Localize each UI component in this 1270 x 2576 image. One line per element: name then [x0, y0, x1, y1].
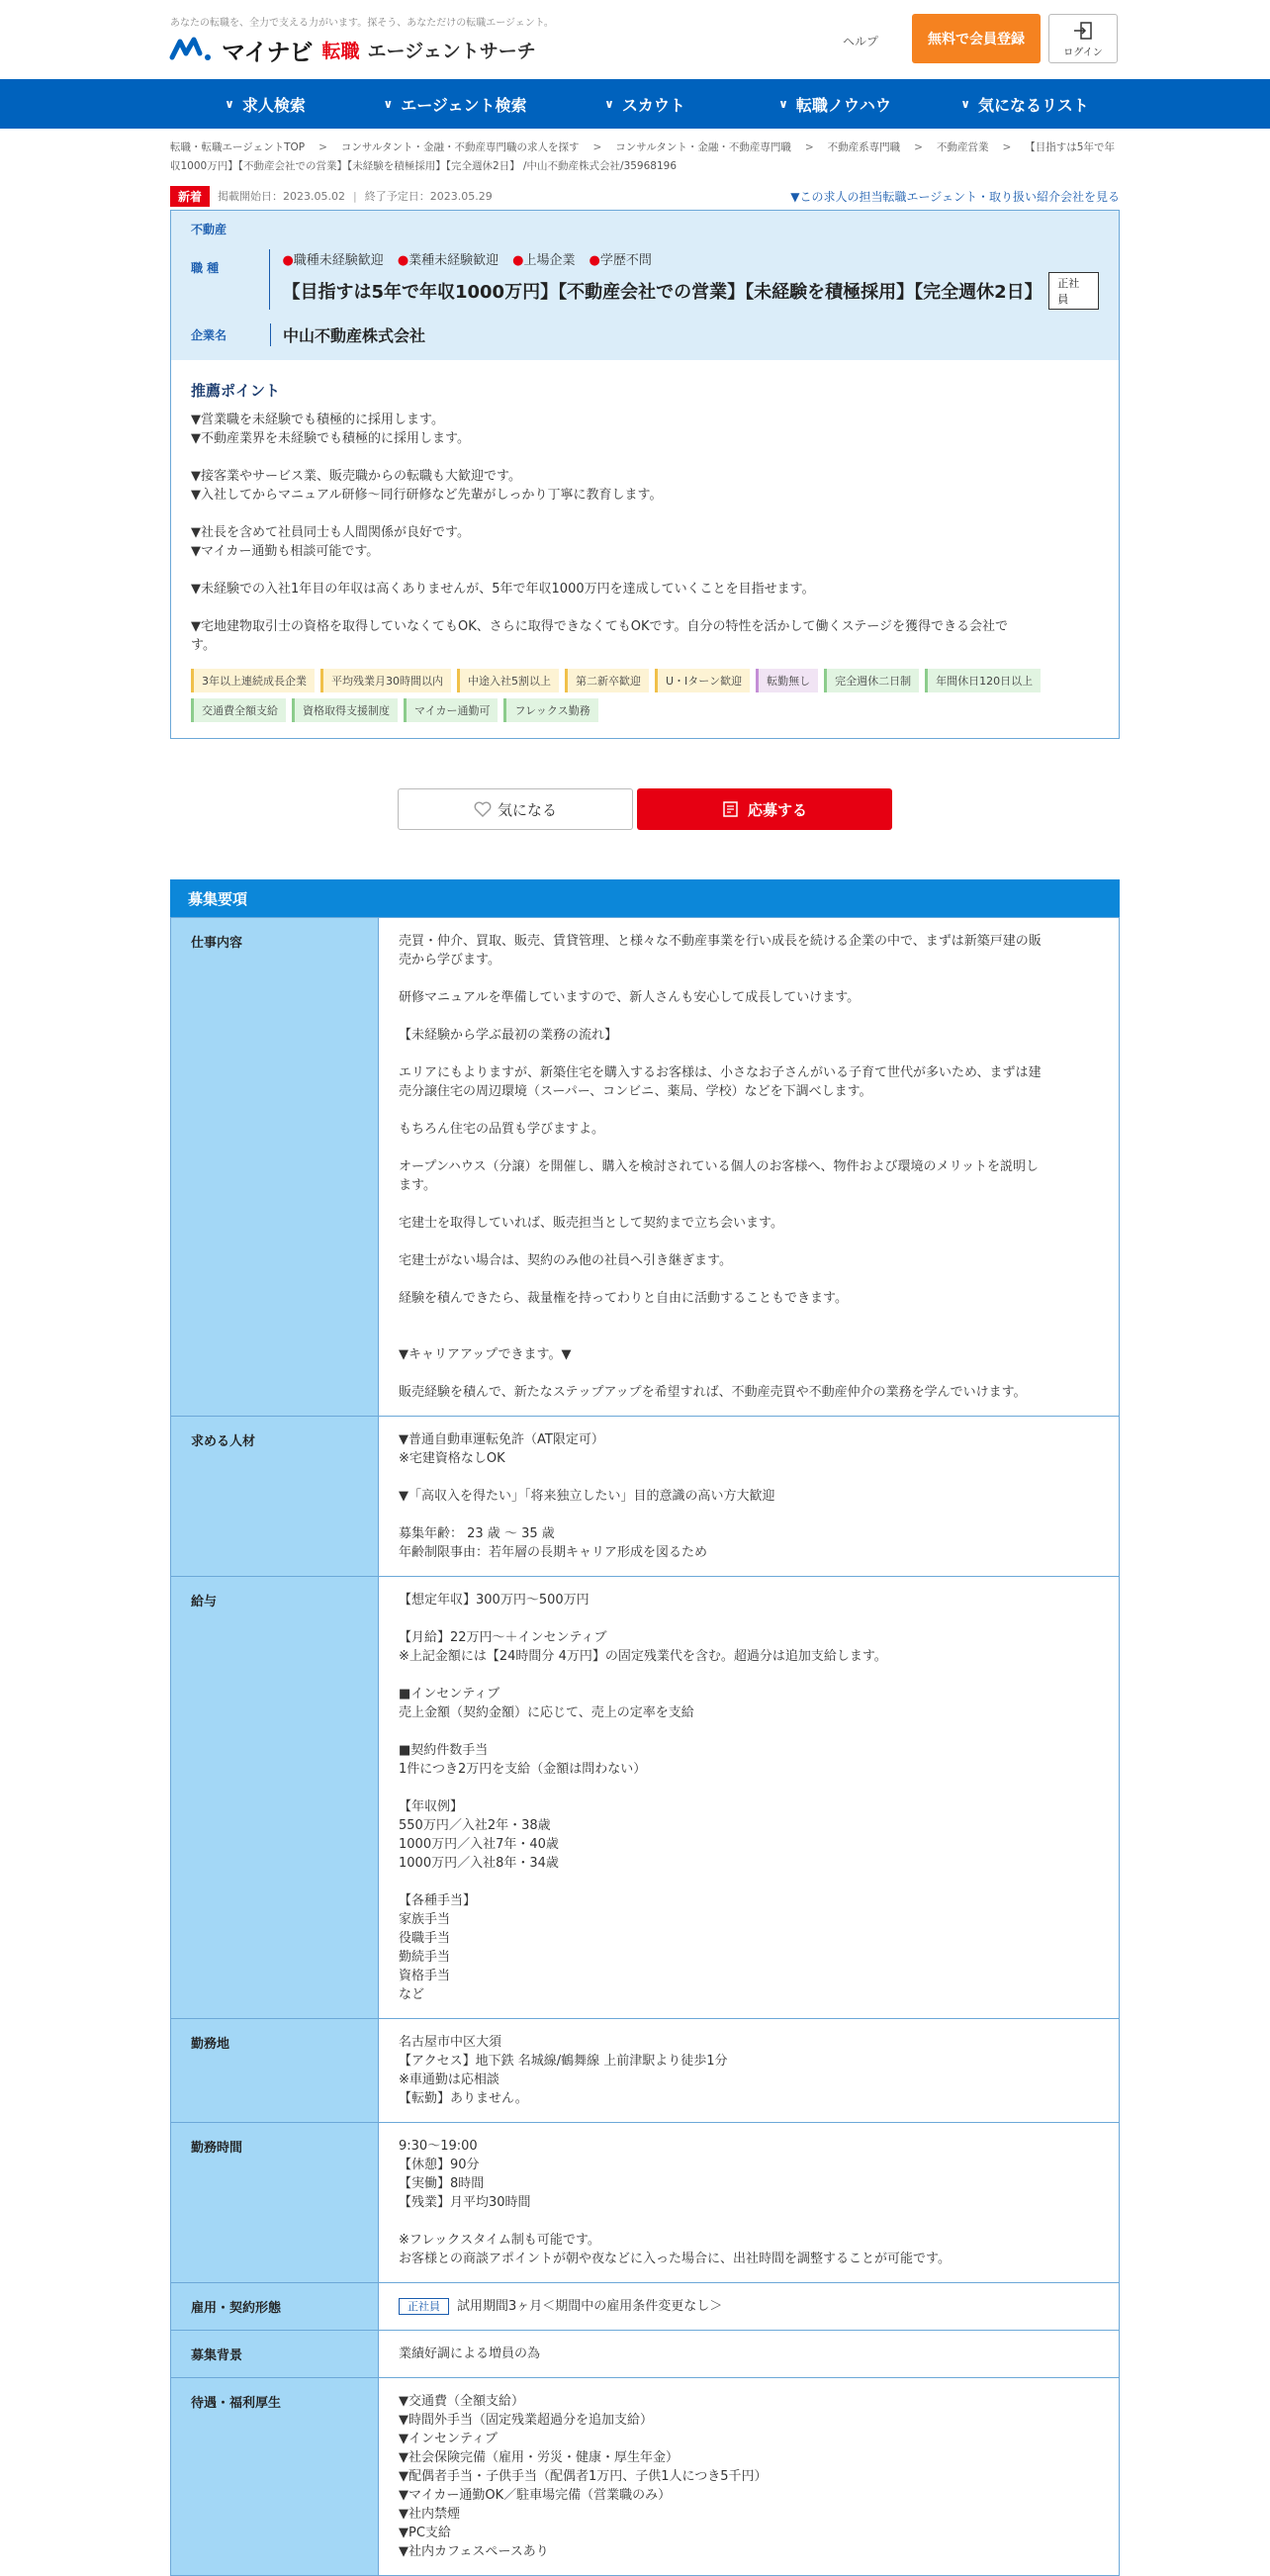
feature-tags: [191, 669, 1099, 722]
site-logo[interactable]: [170, 34, 536, 65]
recommend-line: [191, 448, 1099, 467]
requirement-line: 【各種手当】: [399, 1893, 477, 1908]
requirement-line: 売上金額（契約金額）に応じて、売上の定率を支給: [399, 1705, 694, 1720]
recommend-lines: [191, 411, 1099, 655]
site-header: [170, 0, 1120, 79]
apply-icon: [722, 800, 740, 818]
requirement-line: [399, 1270, 1099, 1289]
requirement-line: ▼インセンティブ: [399, 2432, 498, 2446]
requirement-line: ※上記金額には【24時間分 4万円】の固定残業代を含む。超過分は追加支給します。: [399, 1649, 887, 1664]
recommend-line: [191, 561, 1099, 580]
requirement-line: ▼マイカー通勤OK／駐車場完備（営業職のみ）: [399, 2488, 672, 2503]
new-badge: 新着: [170, 186, 210, 207]
login-button[interactable]: [1048, 14, 1118, 63]
login-label: ログイン: [1063, 46, 1103, 58]
requirement-value: [379, 2019, 1120, 2123]
recommend-line: [191, 505, 1099, 523]
requirement-line: 年齢制限事由：若年層の長期キャリア形成を図るため: [399, 1545, 708, 1560]
feature-tag: 交通費全額支給: [191, 698, 286, 722]
requirement-label: 仕事内容: [171, 918, 379, 1417]
breadcrumb-search[interactable]: コンサルタント・金融・不動産専門職の求人を探す: [340, 141, 580, 153]
requirement-line: 売買・仲介、買取、販売、賃貸管理、と様々な不動産事業を行い成長を続ける企業の中で、まずは新築戸建の販: [399, 934, 1042, 949]
requirement-line: [399, 1722, 1099, 1741]
requirement-line: 【実働】8時間: [399, 2176, 485, 2191]
requirement-line: 勤続手当: [399, 1950, 451, 1965]
requirement-line: ▼社内カフェスペースあり: [399, 2544, 549, 2559]
feature-tag: 転勤無し: [756, 669, 818, 692]
requirement-label: 勤務地: [171, 2019, 379, 2123]
job-title: 【目指すは5年で年収1000万円】【不動産会社での営業】【未経験を積極採用】【完全週休2日】 正社員: [282, 272, 1099, 310]
recommend-line: ▼接客業やサービス業、販売職からの転職も大歓迎です。: [191, 469, 521, 484]
requirement-line: 【年収例】: [399, 1799, 464, 1814]
requirement-line: 宅建士を取得していれば、販売担当として契約まで立ち会います。: [399, 1216, 783, 1231]
feature-tag: 中途入社5割以上: [457, 669, 559, 692]
feature-tag: U・Iターン歓迎: [655, 669, 750, 692]
requirement-line: 1件につき2万円を支給（金額は問わない）: [399, 1762, 647, 1777]
requirement-line: ▼普通自動車運転免許（AT限定可）: [399, 1432, 604, 1447]
feature-tag: 年間休日120日以上: [925, 669, 1041, 692]
requirement-line: 【月給】22万円～＋インセンティブ: [399, 1630, 607, 1645]
logo-main-text: マイナビ: [222, 38, 313, 66]
nav-agent-search[interactable]: ∨ エージェント検索: [383, 95, 527, 115]
requirement-line: [399, 1506, 1099, 1524]
point-item: ●学歴不問: [589, 253, 652, 268]
requirement-label: 待遇・福利厚生: [171, 2378, 379, 2576]
feature-tag: 平均残業月30時間以内: [320, 669, 451, 692]
chevron-down-icon: ∨: [960, 97, 971, 111]
tagline: あなたの転職を、全力で支える力がいます。探そう、あなただけの転職エージェント。: [170, 18, 554, 29]
feature-tag: フレックス勤務: [503, 698, 597, 722]
requirement-row: [171, 2123, 1120, 2283]
requirement-line: 1000万円／入社8年・34歳: [399, 1856, 559, 1871]
requirement-line: 1000万円／入社7年・40歳: [399, 1837, 559, 1852]
requirement-line: ■インセンティブ: [399, 1687, 500, 1702]
chevron-down-icon: ∨: [383, 97, 394, 111]
requirement-line: エリアにもよりますが、新築住宅を購入するお客様は、小さなお子さんがいる子育て世代が多いため、まずは建: [399, 1065, 1042, 1080]
recommend-line: ▼不動産業界を未経験でも積極的に採用します。: [191, 431, 470, 446]
recommend-line: ▼マイカー通勤も相談可能です。: [191, 544, 380, 559]
nav-job-search[interactable]: ∨ 求人検索: [225, 95, 306, 115]
job-type-label: 職 種: [191, 261, 220, 275]
requirement-row: [171, 918, 1120, 1417]
requirement-line: 販売経験を積んで、新たなステップアップを希望すれば、不動産売買や不動産仲介の業務を学んでいけます。: [399, 1385, 1027, 1400]
help-link[interactable]: ヘルプ: [843, 35, 879, 48]
recommend-line: [191, 598, 1099, 617]
requirement-line: [399, 1139, 1099, 1157]
requirement-line: [399, 1610, 1099, 1628]
requirement-line: 9:30～19:00: [399, 2139, 478, 2154]
main-nav: [0, 79, 1270, 129]
requirements-table: [170, 917, 1120, 2576]
requirement-row: [171, 1577, 1120, 2019]
requirement-line: [399, 2212, 1099, 2231]
requirement-line: 募集年齢： 23 歳 ～ 35 歳: [399, 1526, 555, 1541]
requirement-line: ▼社内禁煙: [399, 2507, 460, 2522]
requirement-line: 名古屋市中区大須: [399, 2035, 502, 2050]
recommend-line: ▼入社してからマニュアル研修～同行研修など先輩がしっかり丁寧に教育します。: [191, 488, 663, 503]
requirement-row: [171, 1417, 1120, 1577]
requirement-line: ▼時間外手当（固定残業超過分を追加支給）: [399, 2413, 653, 2428]
login-icon: [1072, 20, 1094, 42]
requirement-line: 【残業】月平均30時間: [399, 2195, 531, 2210]
requirement-line: ▼交通費（全額支給）: [399, 2394, 524, 2409]
requirement-line: お客様との商談アポイントが朝や夜などに入った場合に、出社時間を調整することが可能です。: [399, 2252, 951, 2266]
employment-badge: 正社員: [399, 2298, 449, 2315]
logo-sub-text: エージェントサーチ: [367, 40, 536, 62]
requirement-row: [171, 2331, 1120, 2378]
feature-tag: 第二新卒歓迎: [565, 669, 649, 692]
recommend-line: す。: [191, 638, 216, 653]
mynavi-logo-icon: [170, 36, 220, 63]
point-item: ●上場企業: [512, 253, 576, 268]
chevron-down-icon: ∨: [778, 97, 788, 111]
requirement-line: ▼PC支給: [399, 2526, 451, 2540]
requirement-line: 宅建士がない場合は、契約のみ他の社員へ引き継ぎます。: [399, 1253, 732, 1268]
requirement-line: 正社員 試用期間3ヶ月＜期間中の雇用条件変更なし＞: [399, 2297, 1099, 2316]
requirement-value: [379, 1417, 1120, 1577]
breadcrumb-subcategory[interactable]: 不動産系専門職: [827, 141, 901, 153]
requirement-line: [399, 1327, 1099, 1345]
posting-end: 終了予定日：2023.05.29: [364, 190, 493, 203]
requirement-line: [399, 1468, 1099, 1487]
requirements-title: 募集要項: [170, 879, 1120, 917]
requirement-value: [379, 2123, 1120, 2283]
chevron-down-icon: ∨: [225, 97, 234, 111]
requirement-line: 【転勤】ありません。: [399, 2091, 528, 2106]
requirement-line: など: [399, 1987, 425, 2002]
nav-knowhow[interactable]: ∨ 転職ノウハウ: [778, 95, 891, 115]
requirement-line: 【想定年収】300万円～500万円: [399, 1593, 590, 1608]
requirement-line: ▼キャリアアップできます。▼: [399, 1347, 572, 1362]
requirement-line: 家族手当: [399, 1912, 451, 1927]
feature-tag: 資格取得支援制度: [292, 698, 398, 722]
action-buttons: [170, 788, 1120, 830]
breadcrumb: 転職・転職エージェントTOP > コンサルタント・金融・不動産専門職の求人を探す > コンサルタント・金融・不動産専門職 > 不動産系専門職 > 不動産営業 > 【目指すは5年で年収1000万円】【不動産会社での営業】【未経験を積極採用】【完全週休2日】 /中山不動産株式会社/35968196: [170, 141, 1115, 172]
requirement-label: 勤務時間: [171, 2123, 379, 2283]
recommend-line: ▼営業職を未経験でも積極的に採用します。: [191, 413, 444, 427]
requirement-line: ▼配偶者手当・子供手当（配偶者1万円、子供1人につき5千円）: [399, 2469, 768, 2484]
requirement-value: [379, 2283, 1120, 2331]
point-item: ●業種未経験歓迎: [397, 253, 499, 268]
posting-start: 掲載開始日：2023.05.02: [218, 190, 345, 203]
apply-button[interactable]: 応募する: [637, 788, 892, 830]
feature-tag: マイカー通勤可: [404, 698, 498, 722]
company-name: 中山不動産株式会社: [270, 323, 425, 346]
nav-favorites[interactable]: ∨ 気になるリスト: [960, 95, 1089, 115]
requirement-line: [399, 1779, 1099, 1797]
requirement-value: [379, 2331, 1120, 2378]
requirement-label: 雇用・契約形態: [171, 2283, 379, 2331]
recommend-title: 推薦ポイント: [191, 382, 281, 400]
register-button[interactable]: 無料で会員登録: [912, 14, 1041, 63]
heart-icon: [474, 801, 492, 817]
job-summary: [170, 210, 1120, 739]
requirement-line: 研修マニュアルを準備していますので、新人さんも安心して成長していけます。: [399, 990, 861, 1005]
requirement-line: 資格手当: [399, 1969, 451, 1983]
requirement-line: 【アクセス】地下鉄 名城線/鶴舞線 上前津駅より徒歩1分: [399, 2054, 728, 2069]
requirement-line: [399, 969, 1099, 988]
requirement-line: [399, 1873, 1099, 1891]
requirement-value: [379, 1577, 1120, 2019]
requirement-line: [399, 1233, 1099, 1251]
requirement-line: ます。: [399, 1178, 436, 1193]
nav-scout[interactable]: ∨ スカウト: [604, 95, 685, 115]
requirement-line: ※フレックスタイム制も可能です。: [399, 2233, 600, 2248]
requirement-row: [171, 2283, 1120, 2331]
requirement-line: もちろん住宅の品質も学びますよ。: [399, 1122, 605, 1137]
requirement-line: 役職手当: [399, 1931, 451, 1946]
requirement-line: ※車通勤は応相談: [399, 2072, 499, 2087]
requirement-line: [399, 1101, 1099, 1120]
recommend-section: [171, 360, 1119, 738]
job-meta: 新着 掲載開始日：2023.05.02 | 終了予定日：2023.05.29 ▼この求人の担当転職エージェント・取り扱い紹介会社を見る: [170, 186, 1120, 206]
feature-tag: 完全週休二日制: [824, 669, 919, 692]
requirement-line: ※宅建資格なしOK: [399, 1451, 505, 1466]
breadcrumb-top[interactable]: 転職・転職エージェントTOP: [170, 141, 306, 153]
requirement-line: ▼社会保険完備（雇用・労災・健康・厚生年金）: [399, 2450, 679, 2465]
breadcrumb-current: 【目指すは5年で年収1000万円】【不動産会社での営業】【未経験を積極採用】【完全週休2日】 /中山不動産株式会社/35968196: [170, 141, 1115, 172]
recommend-line: ▼未経験での入社1年目の年収は高くありませんが、5年で年収1000万円を達成していくことを目指せます。: [191, 582, 815, 597]
requirement-line: 【未経験から学ぶ最初の業務の流れ】: [399, 1028, 618, 1043]
requirement-line: [399, 1195, 1099, 1214]
requirement-row: [171, 2378, 1120, 2576]
logo-red-text: 転職: [321, 40, 360, 62]
requirement-label: 求める人材: [171, 1417, 379, 1577]
requirement-line: 【休憩】90分: [399, 2158, 480, 2172]
requirement-line: [399, 1666, 1099, 1685]
agent-link[interactable]: ▼この求人の担当転職エージェント・取り扱い紹介会社を見る: [790, 189, 1120, 204]
employment-tag: 正社員: [1048, 272, 1099, 310]
feature-tag: 3年以上連続成長企業: [191, 669, 315, 692]
job-points: [282, 249, 1099, 268]
requirement-line: [399, 1045, 1099, 1063]
job-category: 不動産: [191, 223, 227, 236]
requirement-line: [399, 1007, 1099, 1026]
point-item: ●職種未経験歓迎: [282, 253, 384, 268]
requirement-line: ▼「高収入を得たい」「将来独立したい」目的意識の高い方大歓迎: [399, 1489, 775, 1504]
requirement-line: 売分譲住宅の周辺環境（スーパー、コンビニ、薬局、学校）などを下調べします。: [399, 1084, 872, 1099]
requirement-line: [399, 1364, 1099, 1383]
requirement-value: [379, 2378, 1120, 2576]
favorite-button[interactable]: 気になる: [398, 788, 633, 830]
requirement-label: 給与: [171, 1577, 379, 2019]
requirement-line: 経験を積んできたら、裁量権を持ってわりと自由に活動することもできます。: [399, 1291, 848, 1306]
recommend-line: ▼社長を含めて社員同士も人間関係が良好です。: [191, 525, 470, 540]
requirement-label: 募集背景: [171, 2331, 379, 2378]
requirement-row: [171, 2019, 1120, 2123]
requirement-line: オープンハウス（分譲）を開催し、購入を検討されている個人のお客様へ、物件および環境のメリットを説明し: [399, 1159, 1040, 1174]
breadcrumb-job-type[interactable]: 不動産営業: [936, 141, 989, 153]
company-label: 企業名: [191, 328, 227, 342]
recommend-line: ▼宅地建物取引士の資格を取得していなくてもOK、さらに取得できなくてもOKです。自分の特性を活かして働くステージを獲得できる会社で: [191, 619, 1008, 634]
requirement-value: [379, 918, 1120, 1417]
requirement-line: ■契約件数手当: [399, 1743, 489, 1758]
requirement-line: 売から学びます。: [399, 953, 500, 967]
breadcrumb-category[interactable]: コンサルタント・金融・不動産専門職: [615, 141, 791, 153]
requirement-line: 業績好調による増員の為: [399, 2346, 541, 2361]
requirement-line: 550万円／入社2年・38歳: [399, 1818, 551, 1833]
requirement-line: [399, 1308, 1099, 1327]
chevron-down-icon: ∨: [604, 97, 614, 111]
